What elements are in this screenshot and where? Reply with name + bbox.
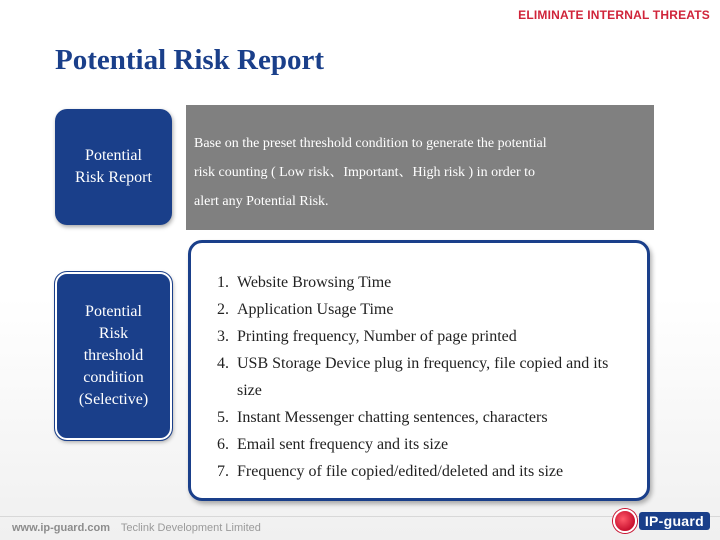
label-line: Potential — [85, 303, 142, 320]
list-item: 7. Frequency of file copied/edited/deleted and its size — [233, 458, 629, 485]
label-line: Risk Report — [75, 169, 152, 186]
footer — [12, 522, 261, 534]
list-item: 3. Printing frequency, Number of page printed — [233, 323, 629, 350]
logo-mark-icon — [613, 509, 637, 533]
potential-risk-report-label — [55, 109, 172, 225]
list-item: 5. Instant Messenger chatting sentences, characters — [233, 404, 629, 431]
list-item: 2. Application Usage Time — [233, 296, 629, 323]
label-line: (Selective) — [78, 391, 149, 408]
condition-list-box — [188, 240, 650, 501]
description-line: Base on the preset threshold condition to generate the potential — [194, 136, 547, 151]
footer-company: Teclink Development Limited — [120, 522, 261, 534]
logo-text: IP-guard — [639, 512, 710, 530]
description-line: risk counting ( Low risk、Important、High risk ) in order to — [194, 165, 536, 180]
label-line: condition — [83, 369, 144, 386]
footer-site: www.ip-guard.com — [12, 522, 110, 534]
threshold-condition-label — [55, 272, 172, 440]
condition-list — [199, 269, 629, 485]
description-line: alert any Potential Risk. — [194, 194, 329, 209]
list-item: 1. Website Browsing Time — [233, 269, 629, 296]
label-line: threshold — [83, 347, 144, 364]
list-item: 6. Email sent frequency and its size — [233, 431, 629, 458]
label-line: Risk — [98, 325, 129, 342]
ip-guard-logo — [613, 510, 710, 532]
description-box — [186, 105, 654, 230]
page-title: Potential Risk Report — [55, 44, 325, 76]
label-line: Potential — [85, 147, 142, 164]
list-item: 4. USB Storage Device plug in frequency, file copied and its size — [233, 350, 629, 404]
banner-text: ELIMINATE INTERNAL THREATS — [518, 8, 710, 22]
